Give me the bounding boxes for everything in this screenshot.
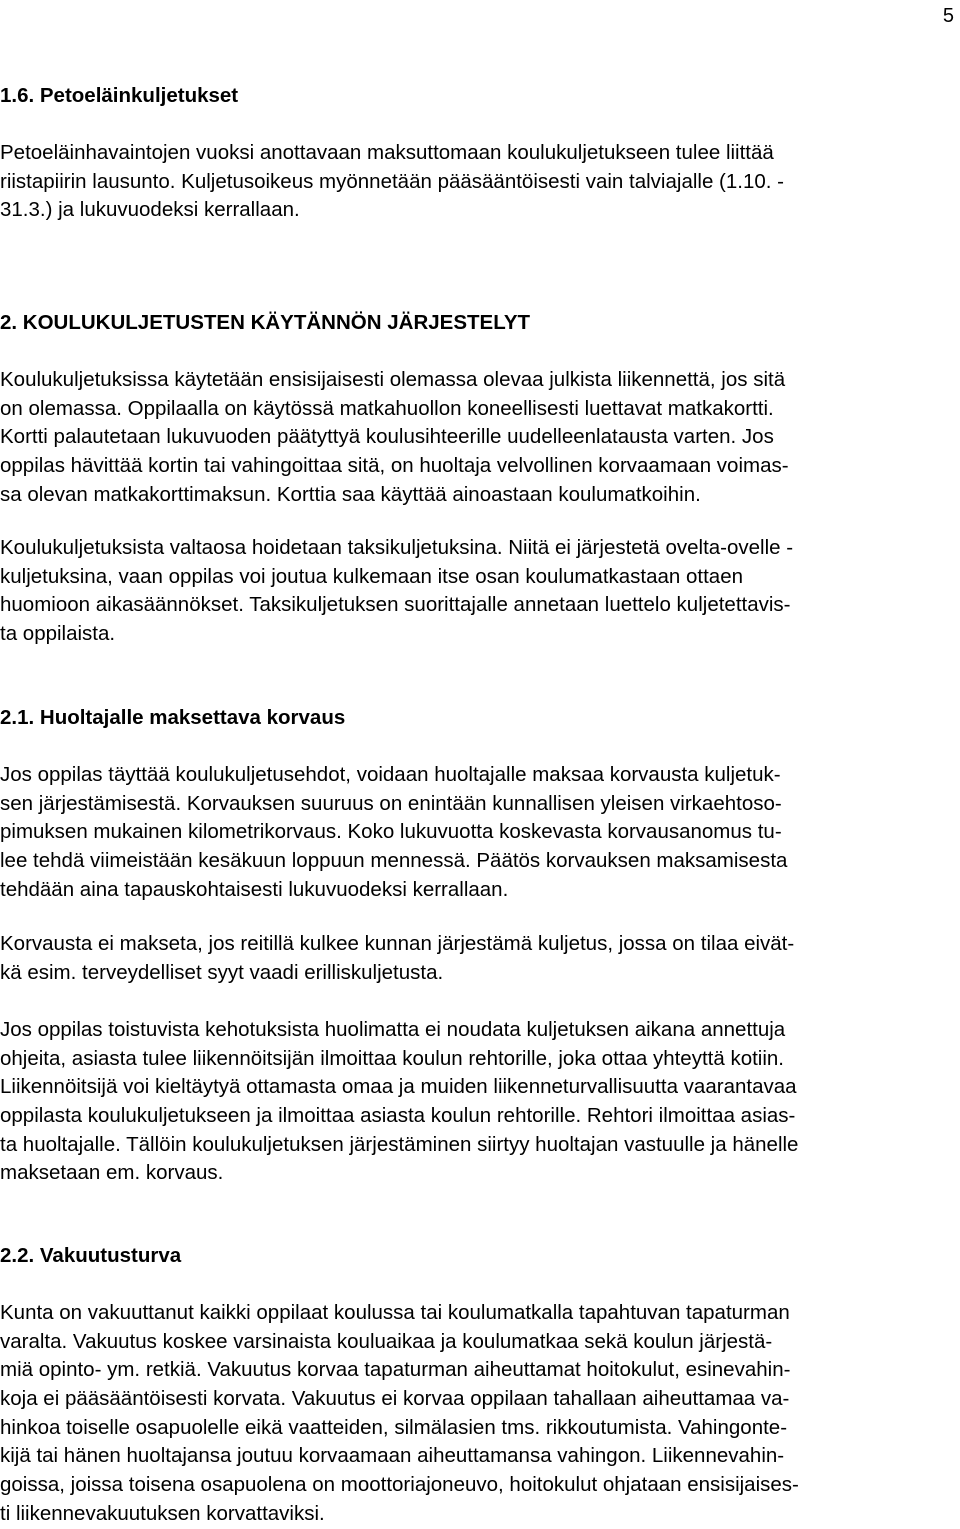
paragraph-line: huomioon aikasäännökset. Taksikuljetuksen suorittajalle annetaan luettelo kuljetettavis- <box>0 593 791 617</box>
paragraph-line: miä opinto- ym. retkiä. Vakuutus korvaa tapaturman aiheuttamat hoitokulut, esinevahin- <box>0 1358 791 1382</box>
paragraph <box>0 139 960 225</box>
paragraph <box>0 534 960 649</box>
paragraph-line: sa olevan matkakorttimaksun. Korttia saa käyttää ainoastaan koulumatkoihin. <box>0 482 701 506</box>
paragraph-line: Korvausta ei makseta, jos reitillä kulkee kunnan järjestämä kuljetus, jossa on tilaa eivät- <box>0 932 795 955</box>
paragraph-line: riistapiirin lausunto. Kuljetusoikeus myönnetään pääsääntöisesti vain talviajalle (1.10. - <box>0 169 784 193</box>
paragraph <box>0 1299 960 1529</box>
paragraph <box>0 366 960 509</box>
paragraph-line: on olemassa. Oppilaalla on käytössä matkahuollon koneellisesti luettavat matkakortti. <box>0 396 774 420</box>
paragraph-line: oppilas hävittää kortin tai vahingoittaa sitä, on huoltaja velvollinen korvaamaan voimas- <box>0 454 789 478</box>
paragraph-line: Koulukuljetuksissa käytetään ensisijaisesti olemassa olevaa julkista liikennettä, jos sitä <box>0 368 786 391</box>
paragraph-line: varalta. Vakuutus koskee varsinaista kouluaikaa ja koulumatkaa sekä koulun järjestä- <box>0 1329 773 1353</box>
paragraph <box>0 761 960 904</box>
paragraph-line: Jos oppilas täyttää koulukuljetusehdot, voidaan huoltajalle maksaa korvausta kuljetuk- <box>0 763 781 786</box>
page-number: 5 <box>942 5 954 27</box>
paragraph-line: kä esim. terveydelliset syyt vaadi erilliskuljetusta. <box>0 960 444 984</box>
paragraph-line: sen järjestämisestä. Korvauksen suuruus on enintään kunnallisen yleisen virkaehtoso- <box>0 791 782 815</box>
paragraph-line: ta huoltajalle. Tällöin koulukuljetuksen järjestäminen siirtyy huoltajan vastuulle ja hänelle <box>0 1132 799 1156</box>
paragraph-line: koja ei pääsääntöisesti korvata. Vakuutus ei korvaa oppilaan tahallaan aiheuttamaa va- <box>0 1387 790 1411</box>
paragraph <box>0 1016 960 1188</box>
section-heading: 2.2. Vakuutusturva <box>0 1244 182 1267</box>
paragraph-line: maksetaan em. korvaus. <box>0 1161 224 1185</box>
section-heading: 2. KOULUKULJETUSTEN KÄYTÄNNÖN JÄRJESTELYT <box>0 311 531 334</box>
paragraph-line: 31.3.) ja lukuvuodeksi kerrallaan. <box>0 198 300 222</box>
paragraph-line: Koulukuljetuksista valtaosa hoidetaan taksikuljetuksina. Niitä ei järjestetä ovelta-ovelle - <box>0 536 794 559</box>
paragraph <box>0 930 960 987</box>
section-heading: 1.6. Petoeläinkuljetukset <box>0 84 239 107</box>
paragraph-line: hinkoa toiselle osapuolelle eikä vaatteiden, silmälasien tms. rikkoutumista. Vahingonte- <box>0 1415 788 1439</box>
paragraph-line: Kortti palautetaan lukuvuoden päätyttyä koulusihteerille uudelleenlatausta varten. Jos <box>0 425 774 449</box>
paragraph-line: lee tehdä viimeistään kesäkuun loppuun mennessä. Päätös korvauksen maksamisesta <box>0 849 788 873</box>
paragraph-line: Kunta on vakuuttanut kaikki oppilaat koulussa tai koulumatkalla tapahtuvan tapaturman <box>0 1301 790 1324</box>
paragraph-line: Jos oppilas toistuvista kehotuksista huolimatta ei noudata kuljetuksen aikana annettuja <box>0 1018 786 1041</box>
paragraph-line: kuljetuksina, vaan oppilas voi joutua kulkemaan itse osan koulumatkastaan ottaen <box>0 564 744 588</box>
paragraph-line: kijä tai hänen huoltajansa joutuu korvaamaan aiheuttamansa vahingon. Liikennevahin- <box>0 1444 785 1468</box>
paragraph-line: ohjeita, asiasta tulee liikennöitsijän ilmoittaa koulun rehtorille, joka ottaa yhteyttä kotiin. <box>0 1046 784 1070</box>
paragraph-line: pimuksen mukainen kilometrikorvaus. Koko lukuvuotta koskevasta korvausanomus tu- <box>0 820 782 844</box>
paragraph-line: Liikennöitsijä voi kieltäytyä ottamasta omaa ja muiden liikenneturvallisuutta vaarantavaa <box>0 1075 797 1099</box>
paragraph-line: ta oppilaista. <box>0 622 116 646</box>
paragraph-line: Petoeläinhavaintojen vuoksi anottavaan maksuttomaan koulukuljetukseen tulee liittää <box>0 141 774 164</box>
paragraph-line: oppilasta koulukuljetukseen ja ilmoittaa asiasta koulun rehtorille. Rehtori ilmoittaa asias- <box>0 1104 796 1128</box>
paragraph-line: tehdään aina tapauskohtaisesti lukuvuodeksi kerrallaan. <box>0 877 509 901</box>
paragraph-line: ti liikennevakuutuksen korvattaviksi. <box>0 1501 325 1525</box>
paragraph-line: goissa, joissa toisena osapuolena on moottoriajoneuvo, hoitokulut ohjataan ensisijaises- <box>0 1473 799 1497</box>
section-heading: 2.1. Huoltajalle maksettava korvaus <box>0 706 346 729</box>
